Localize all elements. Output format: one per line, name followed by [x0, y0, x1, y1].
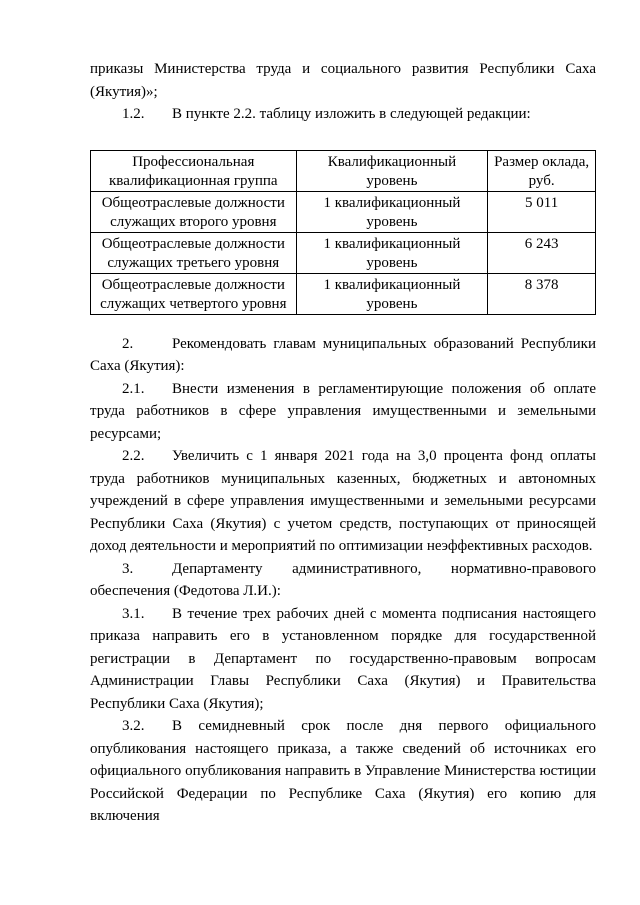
item-text: В пункте 2.2. таблицу изложить в следующей редакции: — [172, 106, 531, 122]
table-row — [91, 232, 596, 273]
table-cell: Общеотраслевые должности служащих третьего уровня — [91, 232, 297, 273]
table-cell: 1 квалификационный уровень — [296, 191, 488, 232]
table-cell: 6 243 — [488, 232, 596, 273]
paragraph-2-2 — [90, 445, 596, 558]
item-text: Увеличить с 1 января 2021 года на 3,0 процента фонд оплаты труда работников муниципальных казенных, бюджетных и автономных учреждений в сфере управления имущественными и земельными ресурсами Республики Саха (Якутия) с учетом средств, поступающих от приносящей доход деятельности и мероприятий по оптимизации неэффективных расходов. — [90, 448, 596, 554]
item-number: 3. — [122, 560, 134, 577]
item-number: 1.2. — [122, 106, 145, 122]
table-header-row — [91, 150, 596, 191]
paragraph-2-1 — [90, 378, 596, 446]
item-text: В семидневный срок после дня первого официального опубликования настоящего приказа, а также сведений об источниках его официального опубликования направить в Управление Министерства юстиции Российской Федерации по Республике Саха (Якутия) его копию для включения — [90, 718, 596, 824]
item-text: Внести изменения в регламентирующие положения об оплате труда работников в сфере управления имущественными и земельными ресурсами; — [90, 380, 596, 442]
item-number: 3.1. — [122, 605, 145, 622]
salary-table — [90, 150, 596, 315]
item-number: 3.2. — [122, 718, 145, 734]
table-row — [91, 191, 596, 232]
table-cell: 5 011 — [488, 191, 596, 232]
paragraph-continuation: приказы Министерства труда и социального развития Республики Саха (Якутия)»; — [90, 61, 596, 100]
item-text: В течение трех рабочих дней с момента подписания настоящего приказа направить его в установленном порядке для государственной регистрации в Департамент по государственно-правовым вопросам Администрации Главы Республики Саха (Якутия) и Правительства Республики Саха (Якутия); — [90, 605, 596, 712]
item-text: Департаменту административного, нормативно-правового обеспечения (Федотова Л.И.): — [90, 560, 596, 599]
table-cell: Общеотраслевые должности служащих четвертого уровня — [91, 273, 297, 314]
table-header-cell: Квалификационный уровень — [296, 150, 488, 191]
table-cell: Общеотраслевые должности служащих второго уровня — [91, 191, 297, 232]
table-header-cell: Размер оклада, руб. — [488, 150, 596, 191]
paragraph-3-2 — [90, 715, 596, 828]
document-page — [90, 58, 596, 828]
table-header-cell: Профессиональная квалификационная группа — [91, 150, 297, 191]
table-cell: 1 квалификационный уровень — [296, 232, 488, 273]
paragraph-3-1 — [90, 603, 596, 716]
table-cell: 1 квалификационный уровень — [296, 273, 488, 314]
item-number: 2.2. — [122, 448, 145, 464]
paragraph-1-2 — [90, 103, 596, 126]
table-row — [91, 273, 596, 314]
item-text: Рекомендовать главам муниципальных образований Республики Саха (Якутия): — [90, 335, 596, 374]
table-cell: 8 378 — [488, 273, 596, 314]
item-number: 2. — [122, 335, 134, 352]
paragraph-2 — [90, 333, 596, 378]
paragraph-3 — [90, 558, 596, 603]
item-number: 2.1. — [122, 380, 145, 397]
